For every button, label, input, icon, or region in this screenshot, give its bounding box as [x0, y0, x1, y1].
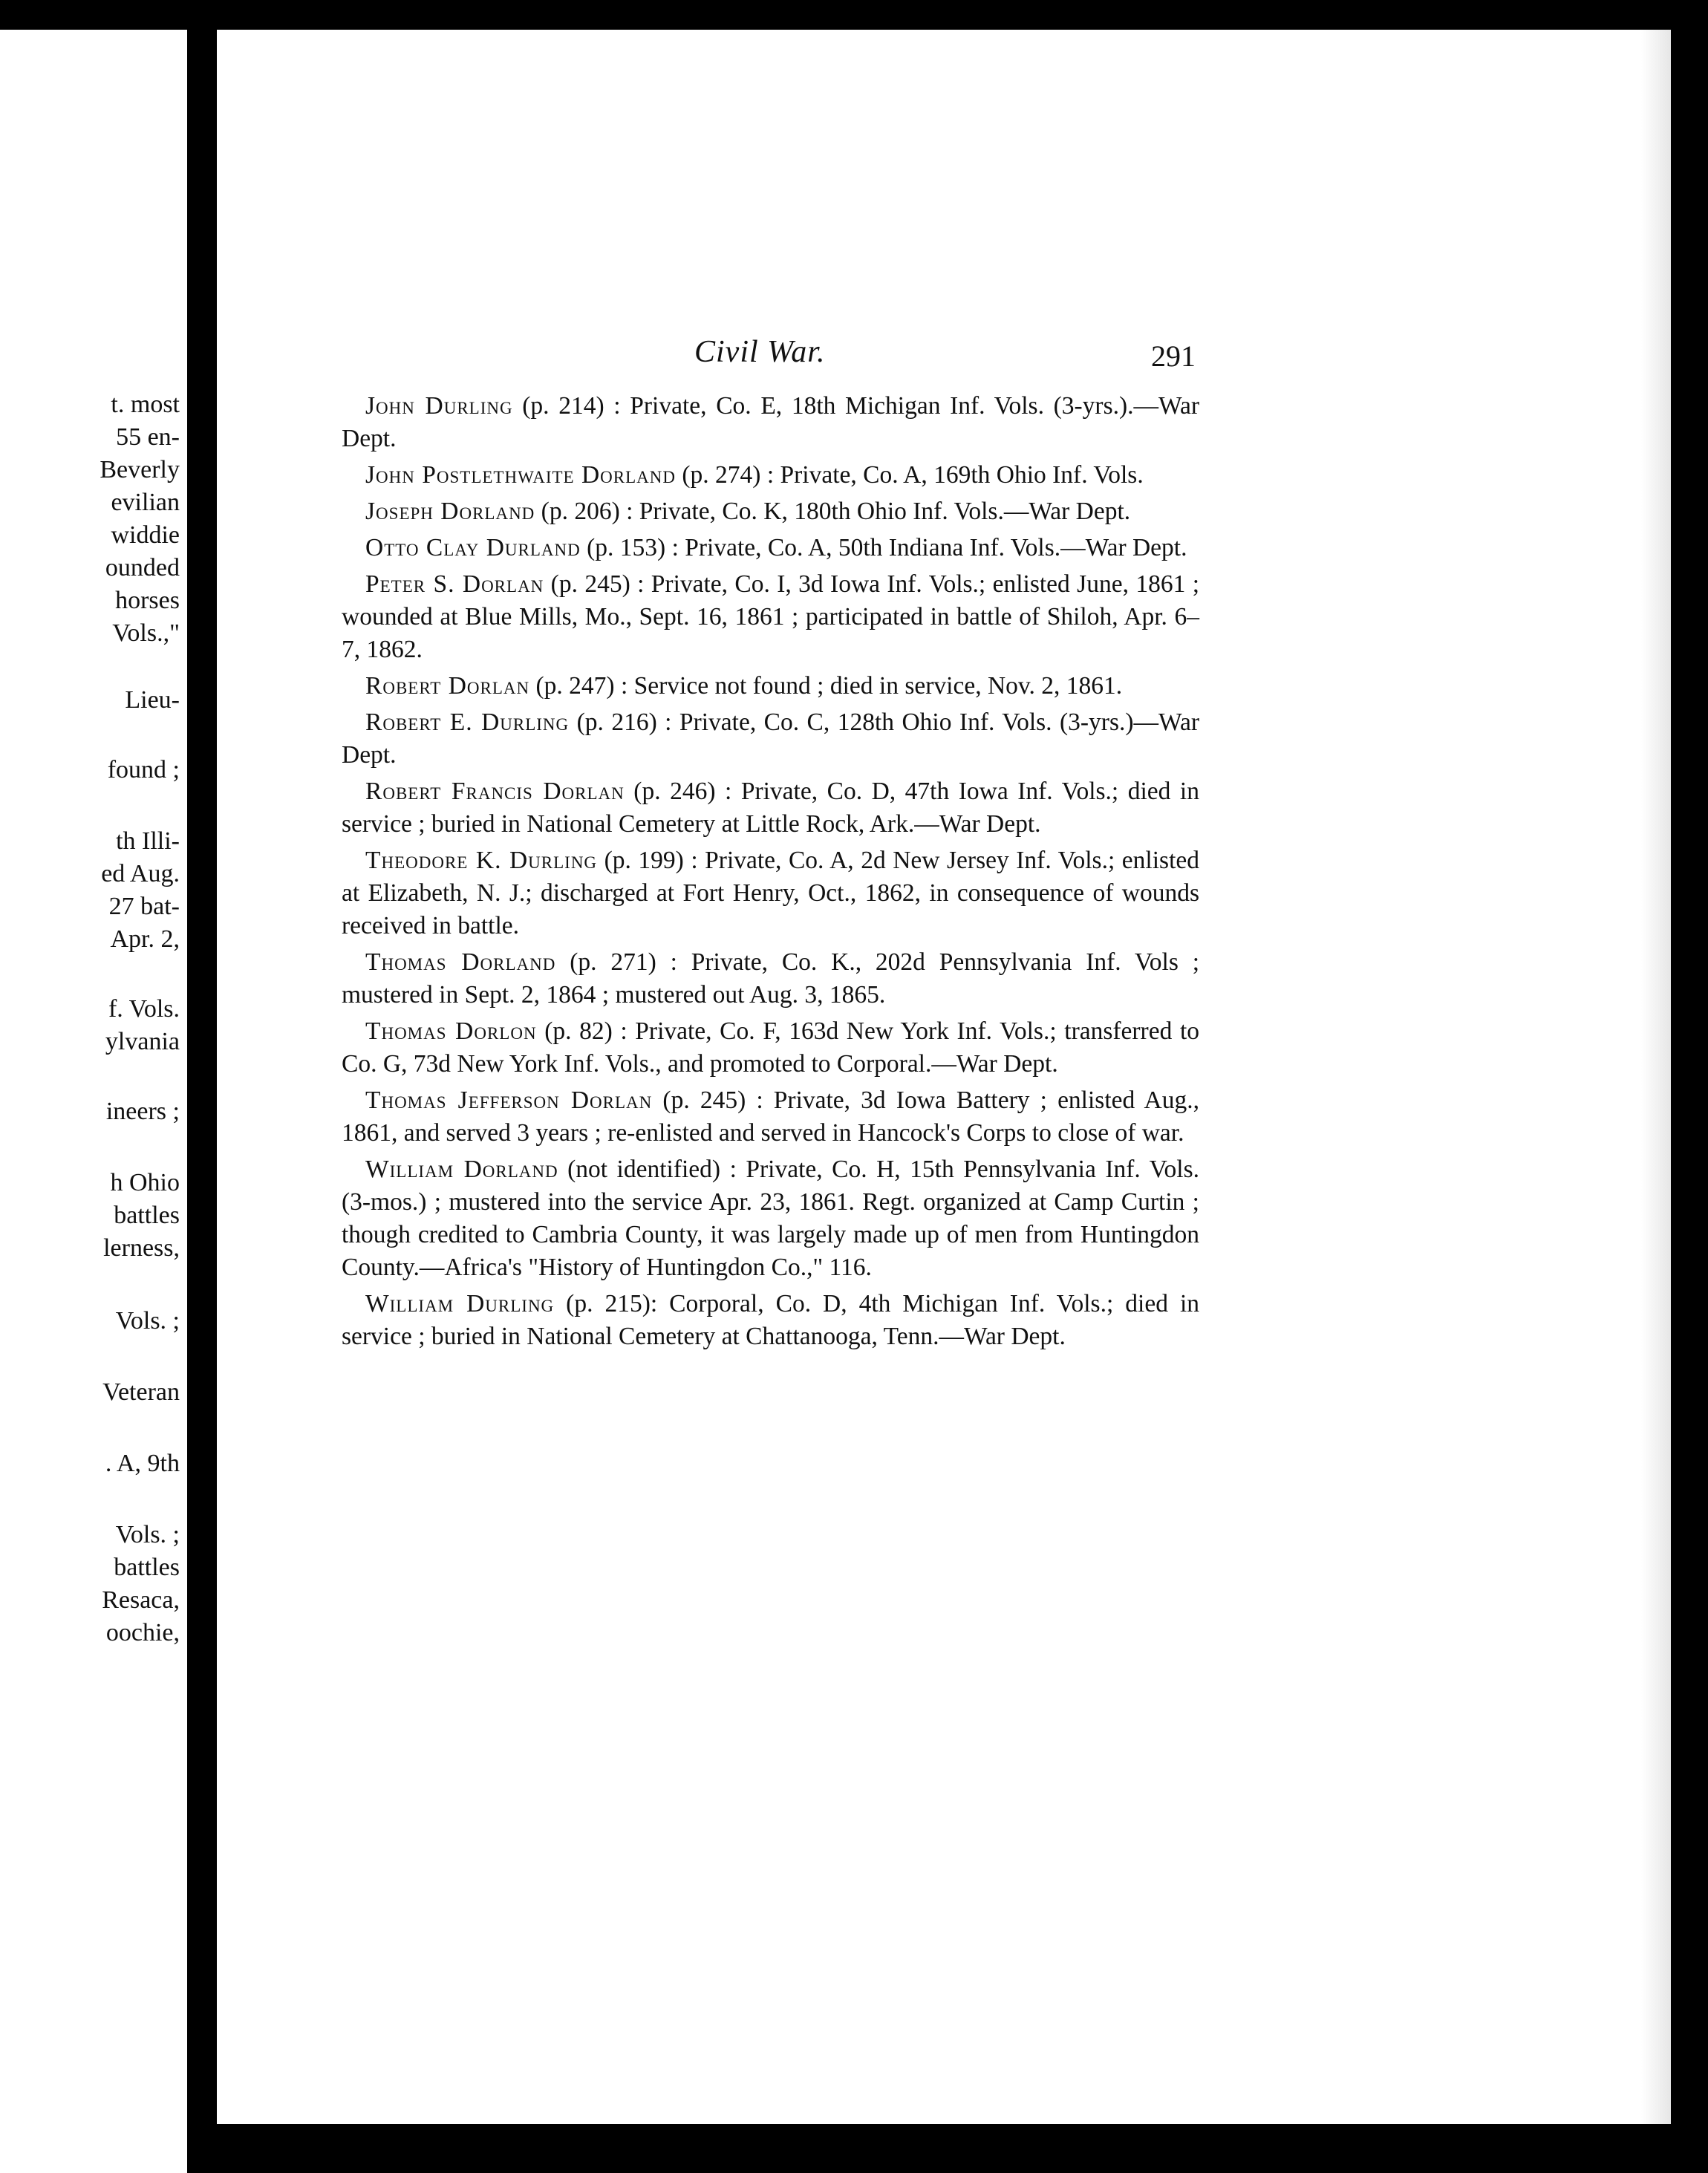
- facing-page-line: Vols. ;: [115, 1307, 180, 1335]
- entry: [342, 775, 1199, 841]
- entry: [342, 670, 1199, 703]
- entry-text: (p. 216) : Private, Co. C, 128th Ohio Inf. Vols. (3-yrs.)—War Dept.: [342, 708, 1199, 769]
- facing-page-line: Beverly: [100, 456, 180, 483]
- entry-text: (p. 271) : Private, Co. K., 202d Pennsylvania Inf. Vols ; mustered in Sept. 2, 1864 ; mustered out Aug. 3, 1865.: [342, 948, 1200, 1009]
- facing-page-line: 27 bat-: [108, 893, 180, 920]
- facing-page-line: horses: [115, 587, 180, 614]
- entry-name: Thomas Dorlon: [365, 1017, 537, 1045]
- entry-name: William Durling: [365, 1290, 555, 1317]
- facing-page-line: Vols.,": [112, 619, 180, 647]
- facing-page-line: lerness,: [103, 1234, 180, 1262]
- entry-name: John Postlethwaite Dorland: [365, 461, 677, 489]
- entry-text: (p. 206) : Private, Co. K, 180th Ohio Inf. Vols.—War Dept.: [535, 498, 1131, 525]
- entry-text: (p. 214) : Private, Co. E, 18th Michigan Inf. Vols. (3-yrs.).—War Dept.: [342, 392, 1199, 452]
- entry-name: Otto Clay Durland: [365, 534, 581, 561]
- facing-page-line: f. Vols.: [108, 995, 180, 1023]
- facing-page-line: found ;: [107, 756, 180, 783]
- entry-text: (p. 245) : Private, 3d Iowa Battery ; enlisted Aug., 1861, and served 3 years ; re-enlisted and served in Hancock's Corps to close of war.: [342, 1086, 1199, 1147]
- entry-name: Theodore K. Durling: [365, 847, 598, 874]
- entry: [342, 390, 1199, 455]
- facing-page-line: battles: [114, 1554, 180, 1581]
- entry-text: (p. 199) : Private, Co. A, 2d New Jersey Inf. Vols.; enlisted at Elizabeth, N. J.; discharged at Fort Henry, Oct., 1862, in consequence of wounds received in battle.: [342, 847, 1199, 939]
- entry-text: (p. 82) : Private, Co. F, 163d New York Inf. Vols.; transferred to Co. G, 73d New York Inf. Vols., and promoted to Corporal.—War Dept.: [342, 1017, 1200, 1078]
- entry-name: John Durling: [365, 392, 513, 420]
- entry-name: Joseph Dorland: [365, 498, 535, 525]
- facing-page-line: Lieu-: [125, 686, 180, 714]
- entry-text: (p. 247) : Service not found ; died in service, Nov. 2, 1861.: [529, 672, 1123, 700]
- entry: [342, 706, 1199, 772]
- entry: [342, 495, 1199, 528]
- entry-text: (p. 245) : Private, Co. I, 3d Iowa Inf. Vols.; enlisted June, 1861 ; wounded at Blue Mills, Mo., Sept. 16, 1861 ; participated in battle of Shiloh, Apr. 6–7, 1862.: [342, 570, 1199, 663]
- entry-name: Robert E. Durling: [365, 708, 570, 736]
- entry: [342, 1015, 1199, 1081]
- entry-text: (not identified) : Private, Co. H, 15th Pennsylvania Inf. Vols. (3-mos.) ; mustered into the service Apr. 23, 1861. Regt. organized at Camp Curtin ; though credited to Cambria County, it was largely made up of men from Huntingdon County.—Africa's "History of Huntingdon Co.," 116.: [342, 1156, 1199, 1281]
- entry-text: (p. 215): Corporal, Co. D, 4th Michigan Inf. Vols.; died in service ; buried in National Cemetery at Chattanooga, Tenn.—War Dept.: [342, 1290, 1200, 1350]
- facing-page-line: widdie: [111, 521, 180, 549]
- entry: [342, 1153, 1199, 1284]
- entry: [342, 946, 1199, 1011]
- entry-name: Thomas Dorland: [365, 948, 556, 976]
- entry: [342, 1084, 1199, 1150]
- facing-page-line: battles: [114, 1202, 180, 1229]
- facing-page-line: Apr. 2,: [110, 925, 180, 953]
- entry-name: William Dorland: [365, 1156, 558, 1183]
- facing-page-line: t. most: [111, 391, 180, 418]
- entry: [342, 844, 1199, 942]
- entry-list: [342, 390, 1199, 1357]
- running-head: [217, 334, 1671, 379]
- facing-page-line: th Illi-: [116, 827, 180, 855]
- facing-page-line: 55 en-: [116, 423, 180, 451]
- facing-page-line: oochie,: [105, 1619, 180, 1646]
- page-number: 291: [1151, 339, 1196, 373]
- facing-page-line: h Ohio: [110, 1169, 180, 1196]
- entry: [342, 459, 1199, 492]
- facing-page-line: evilian: [111, 489, 180, 516]
- entry-name: Thomas Jefferson Dorlan: [365, 1086, 653, 1114]
- book-page: [217, 30, 1671, 2124]
- facing-page-line: ounded: [105, 554, 180, 581]
- entry-text: (p. 274) : Private, Co. A, 169th Ohio Inf. Vols.: [676, 461, 1144, 489]
- entry-name: Peter S. Dorlan: [365, 570, 544, 598]
- running-title: Civil War.: [694, 335, 826, 369]
- facing-page-line: Veteran: [102, 1378, 180, 1406]
- entry: [342, 532, 1199, 564]
- entry-name: Robert Dorlan: [365, 672, 530, 700]
- facing-page-line: Vols. ;: [115, 1521, 180, 1548]
- facing-page-line: ed Aug.: [101, 860, 180, 887]
- facing-page-line: ylvania: [105, 1028, 180, 1055]
- entry-text: (p. 246) : Private, Co. D, 47th Iowa Inf. Vols.; died in service ; buried in National Cemetery at Little Rock, Ark.—War Dept.: [342, 778, 1199, 838]
- facing-page: [0, 30, 187, 2173]
- entry: [342, 1288, 1199, 1353]
- entry-name: Robert Francis Dorlan: [365, 778, 625, 805]
- facing-page-line: Resaca,: [102, 1586, 180, 1614]
- entry: [342, 568, 1199, 666]
- facing-page-line: . A, 9th: [105, 1450, 180, 1477]
- facing-page-line: ineers ;: [105, 1098, 180, 1125]
- entry-text: (p. 153) : Private, Co. A, 50th Indiana Inf. Vols.—War Dept.: [580, 534, 1187, 561]
